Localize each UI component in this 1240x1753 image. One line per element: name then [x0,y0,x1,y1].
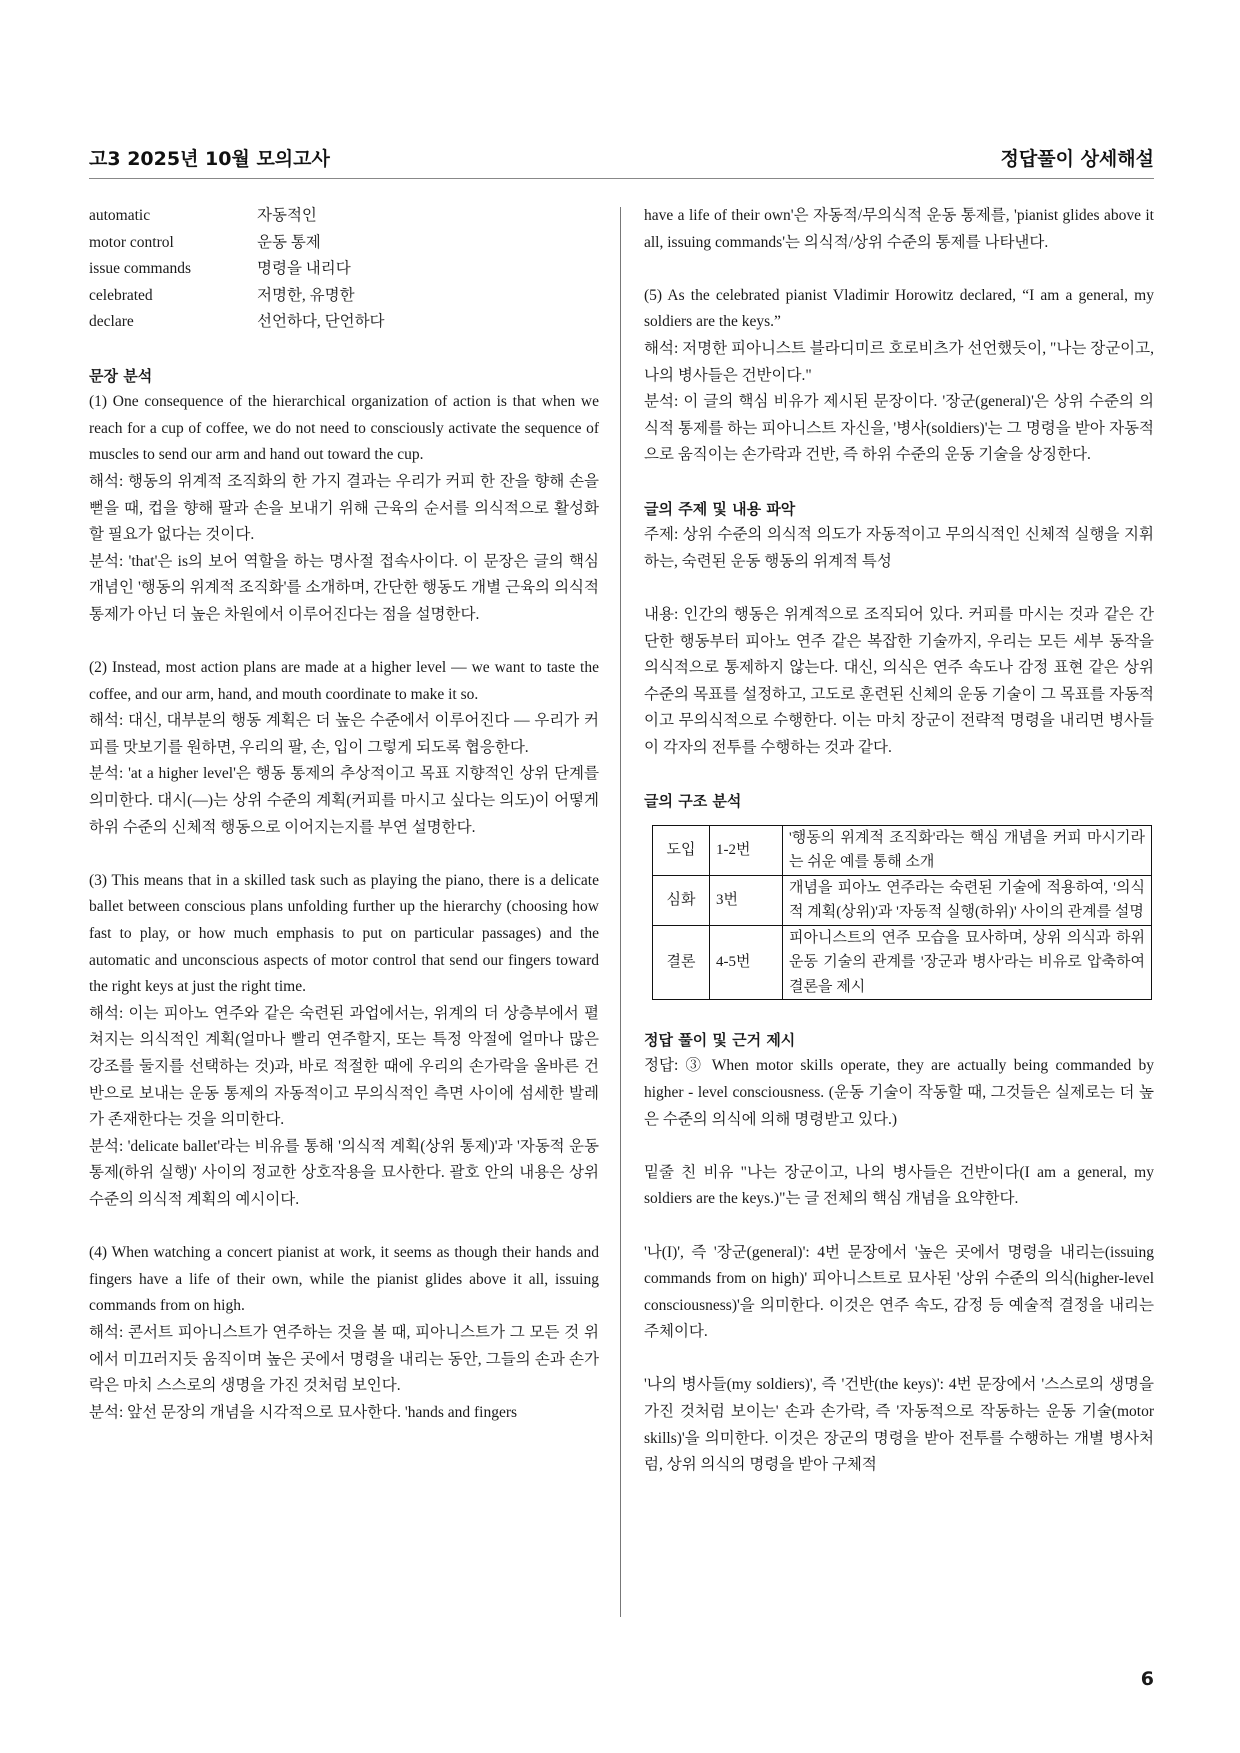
sentence-5-translation: 해석: 저명한 피아니스트 블라디미르 호로비츠가 선언했듯이, "나는 장군이고, 나의 병사들은 건반이다." [644,339,1154,384]
vocab-item [89,309,599,336]
part-cell: 도입 [653,825,710,875]
vocab-item [89,256,599,283]
column-divider [620,207,621,1617]
page-number: 6 [1140,1668,1154,1690]
sentence-2-translation: 해석: 대신, 대부분의 행동 계획은 더 높은 수준에서 이루어진다 — 우리가 커피를 맛보기를 원하면, 우리의 팔, 손, 입이 그렇게 되도록 협응한다. [89,712,599,756]
description-cell: '행동의 위계적 조직화'라는 핵심 개념을 커피 마시기라는 쉬운 예를 통해 소개 [783,825,1152,875]
theme-text: 주제: 상위 수준의 의식적 의도가 자동적이고 무의식적인 신체적 실행을 지휘하는, 숙련된 운동 행동의 위계적 특성 [644,526,1154,570]
answer-text: 정답: ③ When motor skills operate, they are actually being commanded by higher - level consciousness. (운동 기술이 작동할 때, 그것들은 실제로는 더 높은 수준의 의식에 의해 명령받고 있다.) [644,1057,1154,1128]
section-title: 정답풀이 상세해설 [1000,148,1154,170]
sentence-analysis-heading: 문장 분석 [89,366,153,385]
sentences-cell: 1-2번 [710,825,783,875]
vocab-korean: 선언하다, 단언하다 [257,313,385,331]
sentence-4-english: (4) When watching a concert pianist at work, it seems as though their hands and fingers have a life of their own, while the pianist glides above it all, issuing commands from on high. [89,1244,599,1315]
vocab-list [89,203,599,336]
content-text: 내용: 인간의 행동은 위계적으로 조직되어 있다. 커피를 마시는 것과 같은 간단한 행동부터 피아노 연주 같은 복잡한 기술까지, 우리는 모든 세부 동작을 의식적으로 통제하지 않는다. 대신, 의식은 연주 속도나 감정 표현 같은 상위 수준의 목표를 설정하고, 고도로 훈련된 신체의 운동 기술이 그 목표를 자동적이고 무의식적으로 수행한다. 이는 마치 장군이 전략적 명령을 내리면 병사들이 각자의 전투를 수행하는 것과 같다. [644,605,1154,756]
vocab-korean: 자동적인 [257,207,317,224]
vocab-item [89,283,599,310]
sentence-2-analysis: 분석: 'at a higher level'은 행동 통제의 추상적이고 목표 지향적인 상위 단계를 의미한다. 대시(—)는 상위 수준의 계획(커피를 마시고 싶다는 의도)이 어떻게 하위 수준의 신체적 행동으로 이어지는지를 부연 설명한다. [89,765,599,836]
structure-heading: 글의 구조 분석 [644,792,742,811]
answer-paragraph-3: '나의 병사들(my soldiers)', 즉 '건반(the keys)': 4번 문장에서 '스스로의 생명을 가진 것처럼 보이는' 손과 손가락, 즉 '자동적으로 작동하는 운동 기술(motor skills)'을 의미한다. 이것은 장군의 명령을 받아 전투를 수행하는 개별 병사처럼, 상위 의식의 명령을 받아 구체적 [644,1376,1154,1474]
sentence-4-analysis: 분석: 앞선 문장의 개념을 시각적으로 묘사한다. 'hands and fingers [89,1403,518,1421]
vocab-english: celebrated [89,286,153,304]
sentence-1-analysis: 분석: 'that'은 is의 보어 역할을 하는 명사절 접속사이다. 이 문장은 글의 핵심 개념인 '행동의 위계적 조직화'를 소개하며, 간단한 행동도 개별 근육의 의식적 통제가 아닌 더 높은 차원에서 이루어진다는 점을 설명한다. [89,552,599,623]
table-row [653,875,1152,925]
header-divider [89,178,1154,179]
table-row [653,925,1152,1000]
sentence-3-analysis: 분석: 'delicate ballet'라는 비유를 통해 '의식적 계획(상위 통제)'과 '자동적 운동 통제(하위 실행)' 사이의 정교한 상호작용을 묘사한다. 괄호 안의 내용은 상위 수준의 의식적 계획의 예시이다. [89,1137,599,1208]
sentence-1-translation: 해석: 행동의 위계적 조직화의 한 가지 결과는 우리가 커피 한 잔을 향해 손을 뻗을 때, 컵을 향해 팔과 손을 보내기 위해 근육의 순서를 의식적으로 활성화할 필요가 없다는 것이다. [89,472,599,544]
sentence-4-analysis-continued: have a life of their own'은 자동적/무의식적 운동 통제를, 'pianist glides above it all, issuing commands'는 의식적/상위 수준의 통제를 나타낸다. [644,207,1154,251]
sentence-3-translation: 해석: 이는 피아노 연주와 같은 숙련된 과업에서는, 위계의 더 상층부에서 펼쳐지는 의식적인 계획(얼마나 빨리 연주할지, 또는 특정 악절에 얼마나 많은 강조를 둘지를 선택하는 것)과, 바로 적절한 때에 우리의 손가락을 올바른 건반으로 보내는 운동 통제의 자동적이고 무의식적인 측면 사이에 섬세한 발레가 존재한다는 것을 의미한다. [89,1004,599,1129]
vocab-english: motor control [89,233,174,251]
page-header [89,140,1154,180]
vocab-item [89,230,599,257]
part-cell: 심화 [653,875,710,925]
sentence-4-translation: 해석: 콘서트 피아니스트가 연주하는 것을 볼 때, 피아니스트가 그 모든 것 위에서 미끄러지듯 움직이며 높은 곳에서 명령을 내리는 동안, 그들의 손과 손가락은 마치 스스로의 생명을 가진 것처럼 보인다. [89,1323,599,1395]
part-cell: 결론 [653,925,710,1000]
vocab-korean: 운동 통제 [257,233,321,251]
vocab-korean: 저명한, 유명한 [257,286,355,304]
structure-table [652,825,1152,1001]
left-column [89,203,599,1426]
vocab-english: issue commands [89,260,192,278]
sentence-2-english: (2) Instead, most action plans are made at a higher level — we want to taste the coffee, and our arm, hand, and mouth coordinate to make it so. [89,659,599,703]
right-column [644,203,1154,1479]
vocab-english: declare [89,313,134,331]
sentence-5-analysis: 분석: 이 글의 핵심 비유가 제시된 문장이다. '장군(general)'은 상위 수준의 의식적 통제를 하는 피아니스트 자신을, '병사(soldiers)'는 그 명령을 받아 자동적으로 움직이는 손가락과 건반, 즉 하위 수준의 운동 기술을 상징한다. [644,393,1154,464]
exam-title: 고3 2025년 10월 모의고사 [89,148,330,170]
answer-paragraph-1: 밑줄 친 비유 "나는 장군이고, 나의 병사들은 건반이다(I am a general, my soldiers are the keys.)"는 글 전체의 핵심 개념을 요약한다. [644,1163,1154,1208]
description-cell: 피아니스트의 연주 모습을 묘사하며, 상위 의식과 하위 운동 기술의 관계를 '장군과 병사'라는 비유로 압축하여 결론을 제시 [783,925,1152,1000]
sentences-cell: 3번 [710,875,783,925]
sentence-1-english: (1) One consequence of the hierarchical organization of action is that when we reach for a cup of coffee, we do not need to consciously activate the sequence of muscles to send our arm and hand out toward the cup. [89,393,599,464]
answer-heading: 정답 풀이 및 근거 제시 [644,1030,796,1049]
vocab-english: automatic [89,207,151,224]
sentence-3-english: (3) This means that in a skilled task such as playing the piano, there is a delicate ballet between conscious plans unfolding further up the hierarchy (choosing how fast to play, or how much emphasis to put on particular passages) and the automatic and unconscious aspects of motor control that send our fingers toward the right keys at just the right time. [89,871,599,996]
theme-heading: 글의 주제 및 내용 파악 [644,499,796,518]
description-cell: 개념을 피아노 연주라는 숙련된 기술에 적용하여, '의식적 계획(상위)'과 '자동적 실행(하위)' 사이의 관계를 설명 [783,875,1152,925]
sentences-cell: 4-5번 [710,925,783,1000]
vocab-korean: 명령을 내리다 [257,260,351,278]
vocab-item [89,203,599,230]
table-row [653,825,1152,875]
answer-paragraph-2: '나(I)', 즉 '장군(general)': 4번 문장에서 '높은 곳에서 명령을 내리는(issuing commands from on high)' 피아니스트로 묘사된 '상위 수준의 의식(higher-level consciousness)'을 의미한다. 이것은 연주 속도, 감정 등 예술적 결정을 내리는 주체이다. [644,1243,1154,1341]
sentence-5-english: (5) As the celebrated pianist Vladimir Horowitz declared, “I am a general, my soldiers are the keys.” [644,286,1154,331]
